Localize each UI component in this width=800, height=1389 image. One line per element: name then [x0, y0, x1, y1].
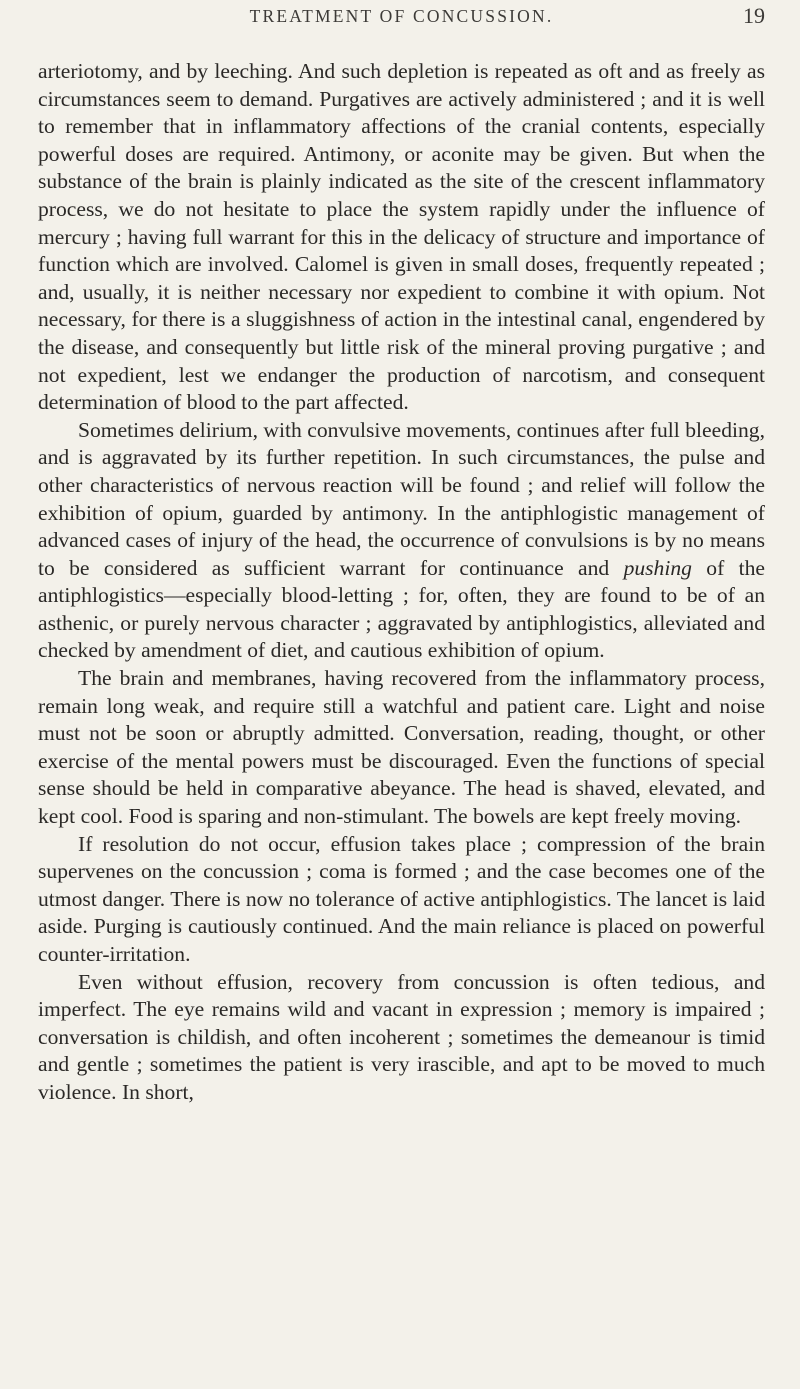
paragraph-5: Even without effusion, recovery from concussion is often tedious, and imperfect. The eye remains wild and vacant in expression ; memory is impaired ; conversation is childish, and often incoherent ; sometimes the demeanour is timid and gentle ; sometimes the patient is very irascible, and apt to be moved to much violence. In short,	[38, 969, 765, 1104]
emphasis-pushing: pushing	[623, 555, 692, 580]
page-number: 19	[743, 3, 765, 28]
paragraph-1: arteriotomy, and by leeching. And such depletion is repeated as oft and as freely as circumstances seem to demand. Purgatives are actively administered ; and it is well to remember that in inflammatory affections of the cranial contents, especially powerful doses are required. Antimony, or aconite may be given. But when the substance of the brain is plainly indicated as the site of the crescent inflammatory process, we do not hesitate to place the system rapidly under the influence of mercury ; having full warrant for this in the delicacy of structure and importance of function which are involved. Calomel is given in small doses, frequently repeated ; and, usually, it is neither necessary nor expedient to combine it with opium. Not necessary, for there is a sluggishness of action in the intestinal canal, engendered by the disease, and consequently but little risk of the mineral proving purgative ; and not expedient, lest we endanger the production of narcotism, and consequent determination of blood to the part affected.	[38, 59, 765, 415]
paragraph-4: If resolution do not occur, effusion takes place ; compression of the brain supervenes on the concussion ; coma is formed ; and the case becomes one of the utmost danger. There is now no tolerance of active antiphlogistics. The lancet is laid aside. Purging is cautiously continued. And the main reliance is placed on powerful counter-irritation.	[38, 831, 765, 966]
paragraph-2-text-before: Sometimes delirium, with convulsive movements, continues after full bleeding, and is aggravated by its further repetition. In such circumstances, the pulse and other characteristics of nervous reaction will be found ; and relief will follow the exhibition of opium, guarded by antimony. In the antiphlogistic management of advanced cases of injury of the head, the occurrence of convulsions is by no means to be considered as sufficient warrant for continuance and	[38, 417, 765, 580]
body-text	[38, 58, 765, 1107]
paragraph-2	[38, 417, 765, 665]
running-head	[38, 0, 765, 30]
paragraph-3: The brain and membranes, having recovered from the inflammatory process, remain long weak, and require still a watchful and patient care. Light and noise must not be soon or abruptly admitted. Conversation, reading, thought, or other exercise of the mental powers must be discouraged. Even the functions of special sense should be held in comparative abeyance. The head is shaved, elevated, and kept cool. Food is sparing and non-stimulant. The bowels are kept freely moving.	[38, 666, 765, 829]
paragraph-2-text-after: of the antiphlogistics—especially blood-letting ; for, often, they are found to be of an asthenic, or purely nervous character ; aggravated by antiphlogistics, alleviated and checked by amendment of diet, and cautious exhibition of opium.	[38, 555, 766, 663]
running-title: TREATMENT OF CONCUSSION.	[249, 6, 554, 26]
